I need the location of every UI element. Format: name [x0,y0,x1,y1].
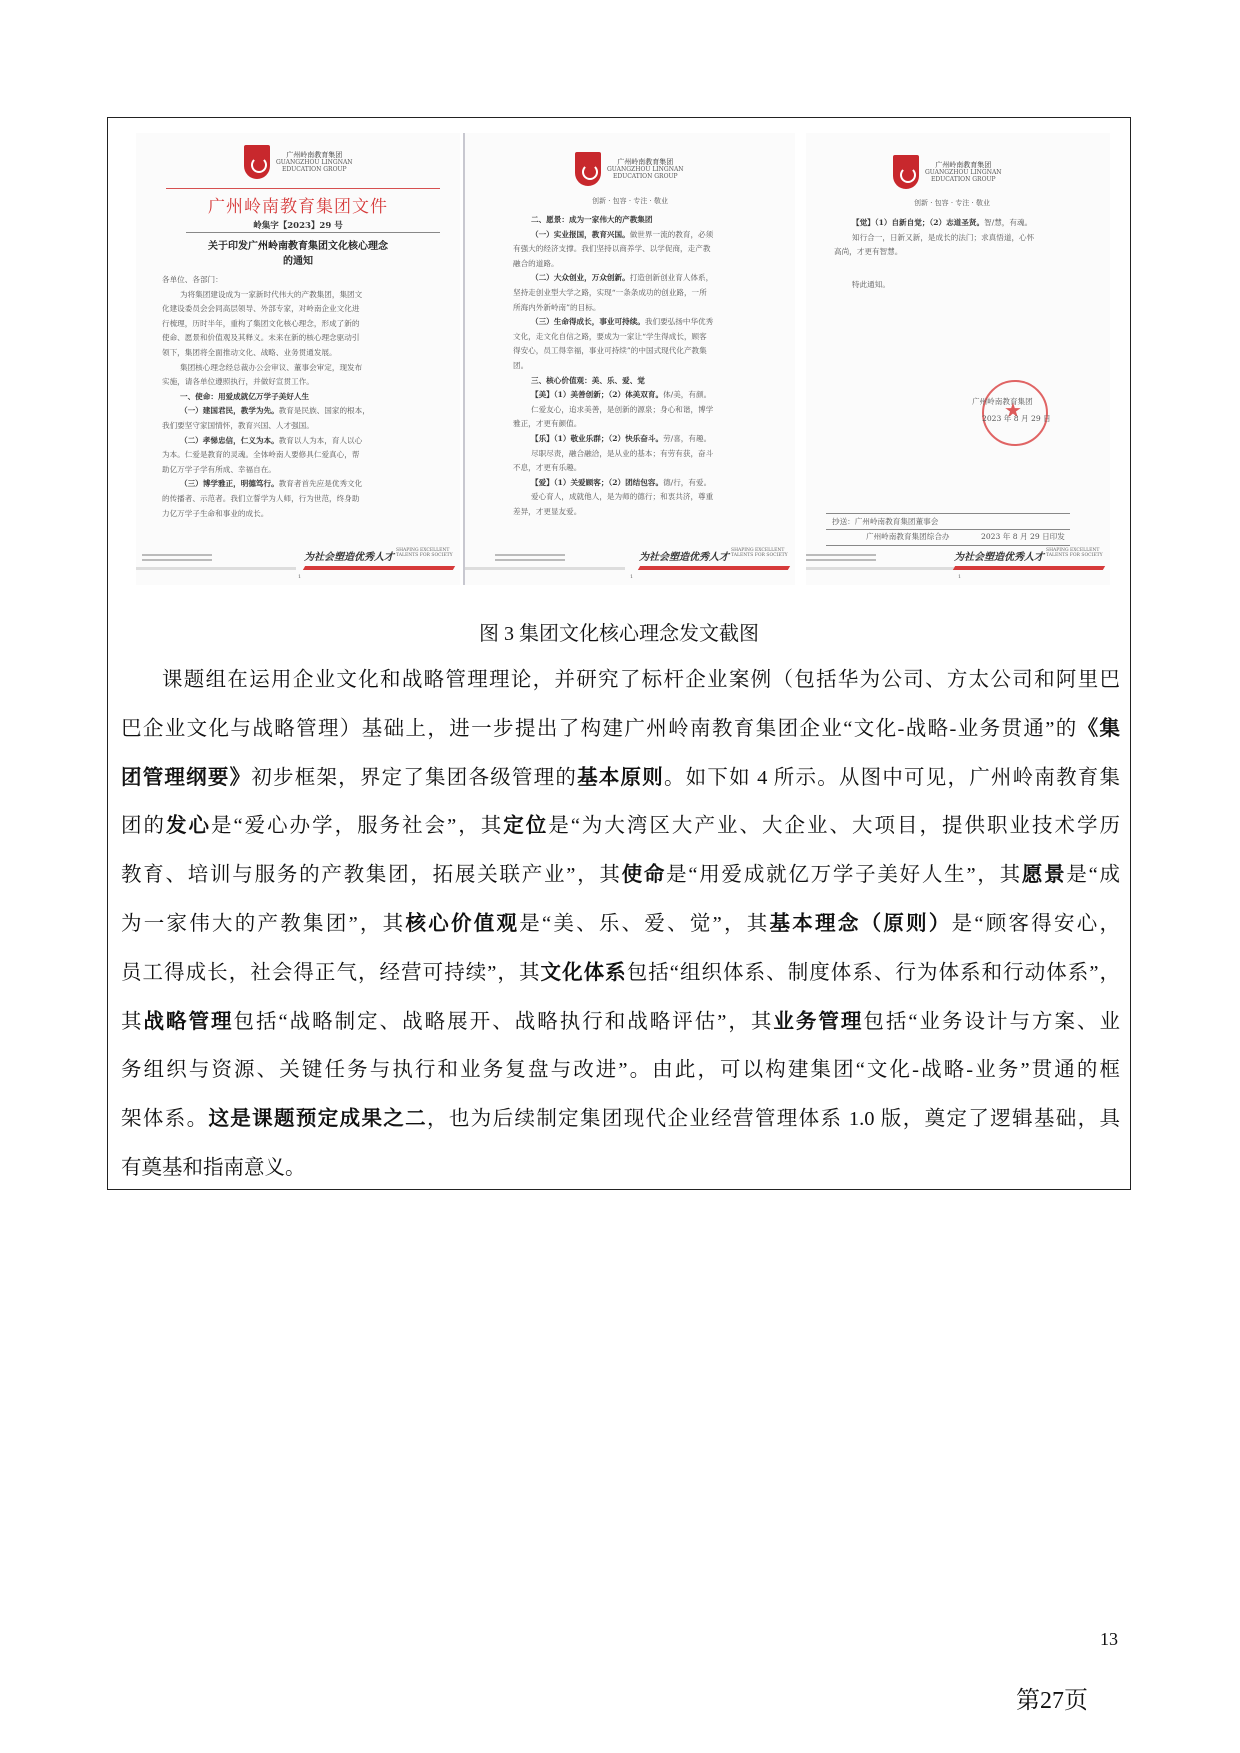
text-segment: 为一家伟大的产教集团”，其 [121,912,406,935]
text-segment: 其 [121,1010,144,1033]
text-line [513,315,713,330]
text-line [513,213,713,228]
text-line [513,257,713,272]
text-line [121,705,1120,754]
figure-caption: 图 3 集团文化核心理念发文截图 [479,623,759,645]
shield-logo-icon [575,152,601,186]
text-segment: 体/美，有颜。 [663,390,712,400]
text-line [162,390,370,405]
divider [826,513,1070,514]
text-line [513,505,713,520]
text-segment: 教育、培训与服务的产教集团，拓展关联产业”，其 [121,864,622,887]
cc-line: 抄送：广州岭南教育集团董事会 [832,517,939,526]
shield-logo-icon [244,145,270,179]
slogan: 为社会塑造优秀人才 [639,552,729,563]
logo-en: EDUCATION GROUP [930,175,996,183]
gray-bar [136,567,296,570]
bold-text: 战略管理 [143,1010,234,1033]
divider [186,232,440,233]
motto: 创新 · 包容 · 专注 · 敬业 [913,199,991,207]
text-segment: 包括“业务设计与方案、业 [863,1010,1121,1033]
document-footer [465,545,795,585]
text-segment: 做世界一流的教育，必须 [629,229,714,239]
text-line [121,1046,1120,1095]
divider [166,188,440,189]
text-segment: ，也为后续制定集团现代企业经营管理体系 1.0 版，奠定了逻辑基础，具 [427,1108,1121,1131]
text-segment: 助亿万学子学有所成、幸福自在。 [162,464,276,474]
text-line [121,900,1120,949]
bold-text: （三）博学雅正，明德笃行。 [180,479,279,489]
text-segment: 德/行，有爱。 [663,477,712,487]
logo-en: GUANGZHOU LINGNAN [276,158,353,166]
text-line [513,330,713,345]
text-line [513,476,713,491]
text-segment: 尽职尽责，融合融洽，是从业的基本；有劳有获，奋斗 [531,448,714,458]
text-line [162,463,370,478]
group-logo [244,145,353,179]
logo-cn: 广州岭南教育集团 [935,160,992,169]
text-line [162,434,370,449]
text-line [513,388,713,403]
text-segment: 领下，集团将全面推动文化、战略、业务贯通发展。 [162,347,337,357]
text-line [513,461,713,476]
text-segment: 是“爱心办学，服务社会”，其 [211,815,504,838]
logo-en: EDUCATION GROUP [281,165,347,173]
bold-text: （一）建国君民，教学为先。 [180,406,279,416]
text-segment: 行梳理，历时半年，重构了集团文化核心理念，形成了新的 [162,318,360,328]
text-segment: 雅正，才更有颜值。 [513,419,582,429]
text-segment: 的传播者、示范者。我们立誓学为人师，行为世范，终身助 [162,493,360,503]
bold-text: 核心价值观 [405,912,520,935]
text-segment: 初步框架，界定了集团各级管理的 [251,766,578,789]
closing-text: 特此通知。 [852,280,890,289]
text-line [513,374,713,389]
document-body [162,273,370,521]
text-line [162,361,370,376]
text-line [162,273,370,288]
text-segment: 文化，走文化自信之路，要成为一家让“学生得成长，顾客 [513,331,707,341]
text-line [513,286,713,301]
page-indicator: 第27页 [1016,1688,1088,1714]
bold-text: 【美】（1）美善创新；（2）体美双育。 [531,390,664,400]
bold-text: 三、核心价值观：美、乐、爱、觉 [531,375,645,385]
text-line [162,507,370,522]
bold-text: 愿景 [1021,864,1067,887]
signer: 广州岭南教育集团 [972,397,1033,406]
slogan-en: SHAPING EXCELLENT TALENTS FOR SOCIETY [1046,548,1103,558]
document-footer [136,545,460,585]
text-segment: 我们要弘扬中华优秀 [644,317,714,327]
text-segment: 课题组在运用企业文化和战略管理理论，并研究了标杆企业案例（包括华为公司、方太公司和阿里巴 [162,669,1120,691]
text-segment: 实施，请各单位遵照执行，并做好宣贯工作。 [162,377,314,387]
page-mark: 1 [298,574,302,580]
issuer: 广州岭南教育集团综合办 [866,532,950,541]
slogan: 为社会塑造优秀人才 [954,552,1044,563]
group-logo [893,155,1002,189]
text-line [513,432,713,447]
text-segment: 是“美、乐、爱、觉”，其 [519,912,770,935]
print-date: 2023 年 8 月 29 日印发 [981,532,1065,541]
text-segment: 是“成 [1066,864,1120,887]
text-line [121,949,1120,998]
text-segment: 知行合一，日新又新，是成长的法门；求真悟道，心怀 [852,232,1035,242]
document-body [513,213,713,519]
document-header: 广州岭南教育集团文件 [208,197,388,217]
text-segment: 所海内外新岭南”的目标。 [513,302,601,312]
document-footer [806,545,1110,585]
text-line [162,448,370,463]
text-line [513,359,713,374]
text-line [162,492,370,507]
text-segment: 使命、愿景和价值观及其释义。未来在新的核心理念驱动引 [162,333,360,343]
text-line [162,477,370,492]
text-segment: 爱心育人，成就他人，是为师的德行；和衷共济，尊重 [531,492,714,502]
logo-en: GUANGZHOU LINGNAN [925,168,1002,176]
text-line [513,228,713,243]
text-segment: 得安心，员工得幸福，事业可持续”的中国式现代化产教集 [513,346,707,356]
bold-text: 《集 [1077,717,1120,740]
page-number: 13 [1100,1629,1118,1649]
text-line [834,245,1034,260]
text-segment: 集团核心理念经总裁办公会审议、董事会审定，现发布 [180,362,363,372]
text-segment: 员工得成长，社会得正气，经营可持续”，其 [121,961,541,984]
slogan: 为社会塑造优秀人才 [304,552,394,563]
text-segment: 包括“战略制定、战略展开、战略执行和战略评估”，其 [233,1010,774,1033]
sign-date: 2023 年 8 月 29 日 [982,414,1051,423]
text-segment: 是“用爱成就亿万学子美好人生”，其 [666,864,1022,887]
text-line [513,490,713,505]
text-line [162,346,370,361]
text-segment: 仁爱友心，追求美善，是创新的源泉；身心和谐，博学 [531,404,714,414]
slogan-en: SHAPING EXCELLENT TALENTS FOR SOCIETY [731,548,788,558]
bold-text: （三）生命得成长，事业可持续。 [531,317,645,327]
text-line [162,404,370,419]
text-segment: 务组织与资源、关键任务与执行和业务复盘与改进”。由此，可以构建集团“文化-战略-业务”贯通的框 [121,1059,1120,1082]
document-screenshot-page-3 [806,133,1110,585]
red-bar [953,566,1105,570]
bold-text: 【爱】（1）关爱顾客；（2）团结包容。 [531,477,664,487]
text-line [513,301,713,316]
text-segment: 各单位、各部门： [162,275,223,284]
bold-text: 【觉】（1）自新自觉；（2）志道圣贤。 [852,218,985,227]
text-line [121,656,1120,705]
bold-text: 文化体系 [540,961,627,984]
text-segment: 。如下如 4 所示。从图中可见，广州岭南教育集 [663,766,1121,789]
text-line [513,271,713,286]
text-line [162,302,370,317]
motto: 创新 · 包容 · 专注 · 敬业 [591,197,669,205]
text-segment: 劳/喜，有趣。 [663,433,712,443]
text-line [162,375,370,390]
text-segment: 为将集团建设成为一家新时代伟大的产教集团，集团文 [180,289,363,299]
text-segment: 差异，才更显友爱。 [513,506,582,516]
text-segment: 教育以人为本，育人以心 [278,435,363,445]
document-title: 关于印发广州岭南教育集团文化核心理念 [208,241,388,252]
bold-text: （二）孝悌忠信，仁义为本。 [180,435,279,445]
text-line [121,998,1120,1047]
text-segment: 巴企业文化与战略管理）基础上，进一步提出了构建广州岭南教育集团企业“文化-战略-业务贯通”的 [121,717,1078,740]
bold-text: 【乐】（1）敬业乐群；（2）快乐奋斗。 [531,433,664,443]
text-segment: 化建设委员会会同高层领导、外部专家，对岭南企业文化进 [162,304,360,314]
bold-text: 基本原则 [577,766,664,789]
text-segment: 架体系。 [121,1108,209,1131]
text-line [121,851,1120,900]
document-number: 岭集字【2023】29 号 [253,221,343,231]
logo-cn: 广州岭南教育集团 [617,157,674,166]
text-segment: 为本。仁爱是教育的灵魂。全体岭南人要修具仁爱真心，帮 [162,450,360,460]
logo-en: GUANGZHOU LINGNAN [607,165,684,173]
page-mark: 1 [958,574,962,580]
bold-text: 基本理念（原则） [769,912,952,935]
address-lines [142,551,212,564]
bold-text: 使命 [621,864,667,887]
text-line [121,802,1120,851]
bold-text: 二、愿景：成为一家伟大的产教集团 [531,215,653,224]
text-line [121,754,1120,803]
group-logo [575,152,684,186]
text-line [834,231,1034,246]
text-line [121,1144,1120,1193]
text-segment: 不息，才更有乐趣。 [513,463,582,473]
text-line [513,417,713,432]
red-bar [638,566,790,570]
logo-en: EDUCATION GROUP [612,172,678,180]
shield-logo-icon [893,155,919,189]
text-line [121,1095,1120,1144]
text-segment: 包括“组织体系、制度体系、行为体系和行动体系”， [626,961,1120,984]
bold-text: 发心 [166,815,212,838]
gray-bar [806,567,966,570]
text-line [162,331,370,346]
text-line [513,447,713,462]
text-line [162,317,370,332]
bold-text: 这是课题预定成果之二 [208,1108,428,1131]
text-line [162,419,370,434]
text-segment: 有奠基和指南意义。 [121,1156,306,1179]
page-mark: 1 [630,574,634,580]
text-line [513,344,713,359]
text-segment: 团。 [513,360,529,370]
text-segment: 打造创新创业育人体系， [629,273,714,283]
document-screenshot-page-1 [136,133,460,585]
text-segment: 是“顾客得安心， [951,912,1121,935]
bold-text: （一）实业报国，教育兴国。 [531,229,630,239]
text-segment: 力亿万学子生命和事业的成长。 [162,508,269,518]
text-line [513,242,713,257]
document-body [834,216,1034,260]
text-segment: 有强大的经济支撑。我们坚持以商养学、以学促商，走产教 [513,244,711,254]
text-segment: 智/慧，有魂。 [984,218,1033,227]
document-title: 的通知 [283,256,313,267]
red-bar [303,566,455,570]
logo-cn: 广州岭南教育集团 [286,150,343,159]
body-paragraph [121,656,1120,1193]
text-line [513,403,713,418]
text-line [162,288,370,303]
text-segment: 团的 [121,815,167,838]
text-segment: 是“为大湾区大产业、大企业、大项目，提供职业技术学历 [548,815,1121,838]
bold-text: 团管理纲要》 [121,766,252,789]
address-lines [806,551,876,564]
text-segment: 教育是民族、国家的根本， [278,406,370,416]
text-segment: 教育者首先应是优秀文化 [278,479,363,489]
bold-text: 一、使命：用爱成就亿万学子美好人生 [180,391,310,401]
gray-bar [465,567,625,570]
text-segment: 融合的道路。 [513,258,559,268]
text-segment: 我们要坚守家国情怀，教育兴国、人才强国。 [162,420,314,430]
document-screenshot-page-2 [463,133,795,585]
text-segment: 高尚，才更有智慧。 [834,247,903,257]
address-lines [495,551,565,564]
text-segment: 坚持走创业型大学之路，实现“一条条成功的创业路，一所 [513,287,707,297]
bold-text: （二）大众创业，万众创新。 [531,273,630,283]
text-line [834,216,1034,231]
bold-text: 业务管理 [773,1010,864,1033]
slogan-en: SHAPING EXCELLENT TALENTS FOR SOCIETY [396,548,453,558]
bold-text: 定位 [503,815,549,838]
